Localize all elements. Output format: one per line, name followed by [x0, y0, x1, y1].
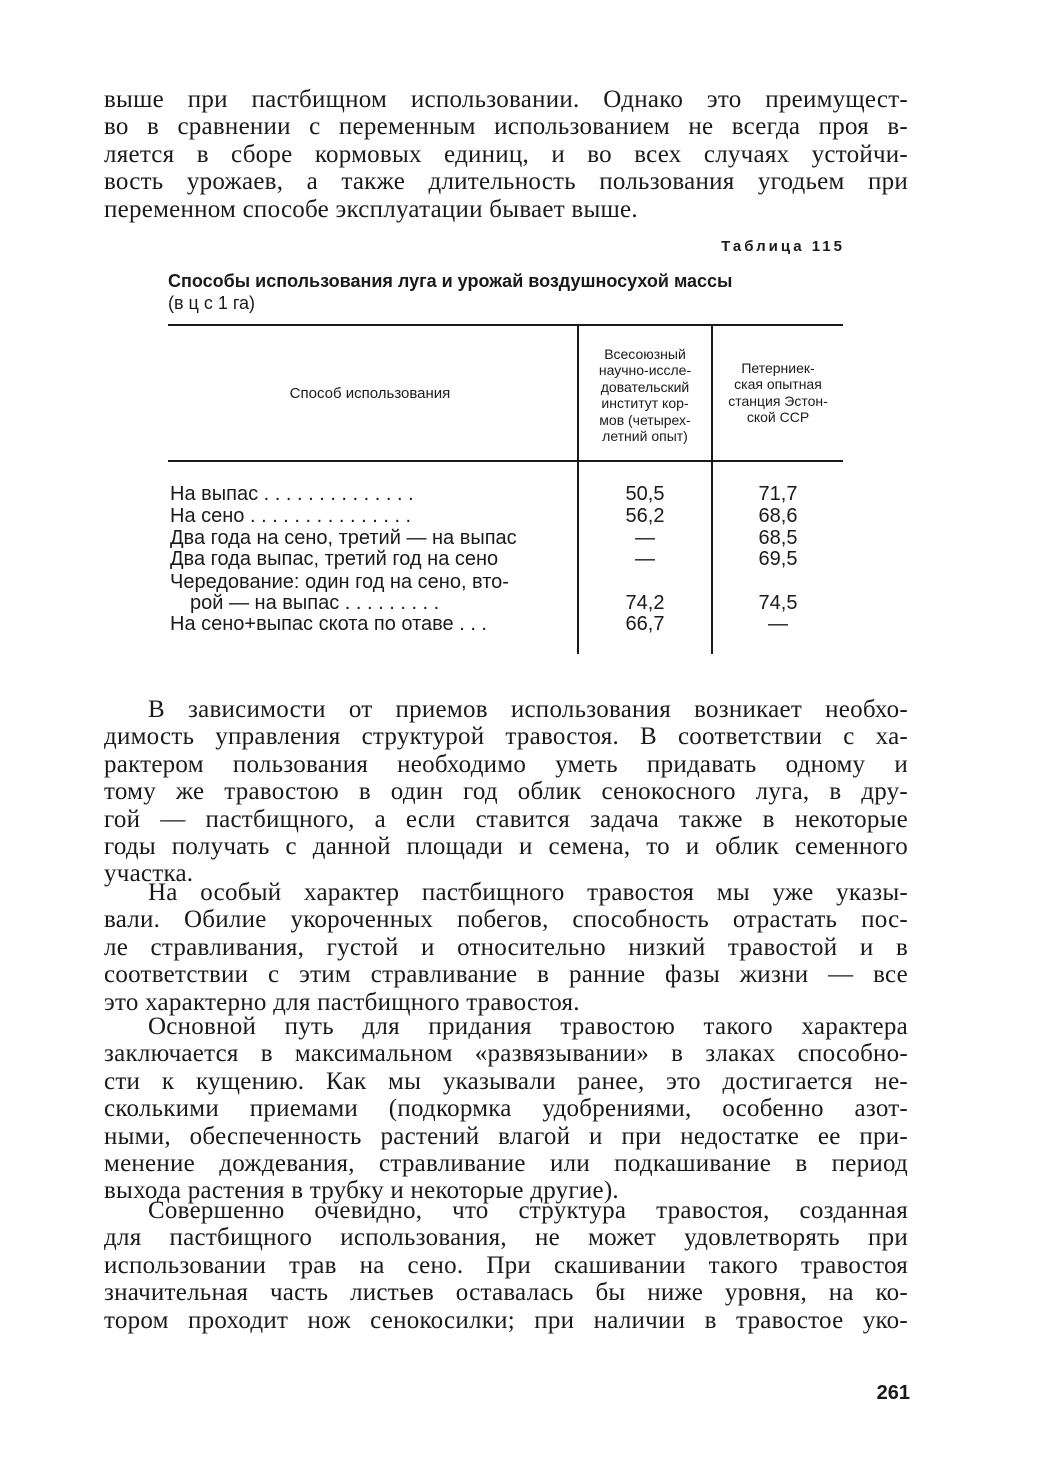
header-col1-line: институт кор-: [601, 395, 689, 412]
cell-col2: —: [768, 613, 788, 635]
header-method: Способ использования: [289, 385, 451, 402]
cell-col1: —: [635, 548, 655, 570]
text-line: это характерно для пастбищного травостоя.: [104, 988, 580, 1016]
header-col1-line: научно-иссле-: [598, 362, 692, 379]
text-line: менение дождевания, стравливание или подкашивание в период: [104, 1150, 908, 1178]
row-label: Два года на сено, третий — на выпас: [170, 527, 517, 549]
cell-col2: 68,6: [758, 505, 798, 527]
header-col2-line: станция Эстон-: [728, 392, 828, 409]
column-divider-2: [711, 326, 713, 654]
row-label: рой — на выпас . . . . . . . . .: [190, 592, 440, 614]
page-number: 261: [876, 1382, 910, 1404]
text-line: тором проходит нож сенокосилки; при наличии в травостое уко-: [104, 1306, 908, 1334]
text-line: переменном способе эксплуатации бывает выше.: [104, 195, 638, 223]
paragraph-3: [104, 1013, 908, 1205]
row-label: На выпас . . . . . . . . . . . . . .: [170, 483, 414, 505]
row-label: Два года выпас, третий год на сено: [170, 548, 499, 570]
table-title: Способы использования луга и урожай воздушносухой массы: [168, 271, 733, 291]
paragraph-1: [104, 696, 908, 888]
text-line: сколькими приемами (подкормка удобрениями, особенно азот-: [104, 1095, 908, 1123]
cell-col1: 56,2: [625, 505, 665, 527]
table-caption: [168, 270, 848, 314]
cell-col1: 66,7: [625, 613, 665, 635]
header-col1: [580, 346, 710, 444]
header-col1-line: Всесоюзный: [604, 346, 686, 362]
text-line: годы получать с данной площади и семена, то и облик семенного: [104, 833, 908, 861]
text-line: На особый характер пастбищного травостоя мы уже указы-: [148, 879, 908, 906]
text-line: использовании трав на сено. При скашивании такого травостоя: [104, 1251, 908, 1279]
text-line: во в сравнении с переменным использованием не всегда проя в-: [104, 113, 908, 141]
header-col1-line: мов (четырех-: [599, 411, 691, 428]
table-top-rule: [168, 324, 843, 326]
cell-col1: 74,2: [625, 592, 665, 614]
text-line: выхода растения в трубку и некоторые другие).: [104, 1177, 619, 1205]
cell-col1: 50,5: [625, 483, 665, 505]
text-line: гой — пастбищного, а если ставится задача также в некоторые: [104, 805, 908, 833]
text-line: димость управления структурой травостоя. В соответствии с ха-: [104, 723, 908, 751]
header-col1-line: довательский: [600, 378, 690, 395]
text-line: Основной путь для придания травостою такого характера: [148, 1013, 908, 1040]
text-line: соответствии с этим стравливание в ранние фазы жизни — все: [104, 961, 908, 989]
header-col2-line: ской ССР: [746, 409, 810, 426]
paragraph-2: [104, 879, 908, 1016]
text-line: вость урожаев, а также длительность пользования угодьем при: [104, 168, 908, 196]
text-line: участка.: [104, 860, 194, 888]
header-col2: [714, 360, 842, 426]
cell-col2: 69,5: [758, 548, 798, 570]
row-label: На сено+выпас скота по отаве . . .: [170, 613, 487, 635]
text-line: ляется в сборе кормовых единиц, и во всех случаях устойчи-: [104, 140, 908, 168]
intro-paragraph: [104, 86, 908, 223]
text-line: тому же травостою в один год облик сенокосного луга, в дру-: [104, 778, 908, 806]
header-col1-line: летний опыт): [602, 428, 688, 445]
text-line: для пастбищного использования, не может удовлетворять при: [104, 1224, 908, 1252]
table-header-rule: [168, 460, 843, 462]
cell-col1: —: [635, 527, 655, 549]
cell-col2: 71,7: [758, 483, 798, 505]
cell-col2: 68,5: [758, 527, 798, 549]
text-line: Совершенно очевидно, что структура травостоя, созданная: [148, 1197, 908, 1224]
paragraph-4: [104, 1197, 908, 1334]
table-units: (в ц с 1 га): [168, 293, 256, 313]
table-number: Таблица 115: [721, 238, 845, 255]
text-line: ле стравливания, густой и относительно низкий травостой и в: [104, 933, 908, 961]
text-line: значительная часть листьев оставалась бы ниже уровня, на ко-: [104, 1279, 908, 1307]
header-col2-line: Петерниек-: [741, 360, 815, 376]
row-label: На сено . . . . . . . . . . . . . . .: [170, 505, 412, 527]
row-label: Чередование: один год на сено, вто-: [170, 571, 509, 593]
text-line: рактером пользования необходимо уметь придавать одному и: [104, 750, 908, 778]
text-line: выше при пастбищном использовании. Однако это преимущест-: [104, 86, 908, 113]
header-col2-line: ская опытная: [734, 376, 822, 393]
text-line: В зависимости от приемов использования возникает необхо-: [148, 696, 908, 723]
cell-col2: 74,5: [758, 592, 798, 614]
text-line: ными, обеспеченность растений влагой и при недостатке ее при-: [104, 1122, 908, 1150]
text-line: заключается в максимальном «развязывании» в злаках способно-: [104, 1040, 908, 1068]
text-line: сти к кущению. Как мы указывали ранее, это достигается не-: [104, 1067, 908, 1095]
text-line: вали. Обилие укороченных побегов, способность отрастать пос-: [104, 906, 908, 934]
